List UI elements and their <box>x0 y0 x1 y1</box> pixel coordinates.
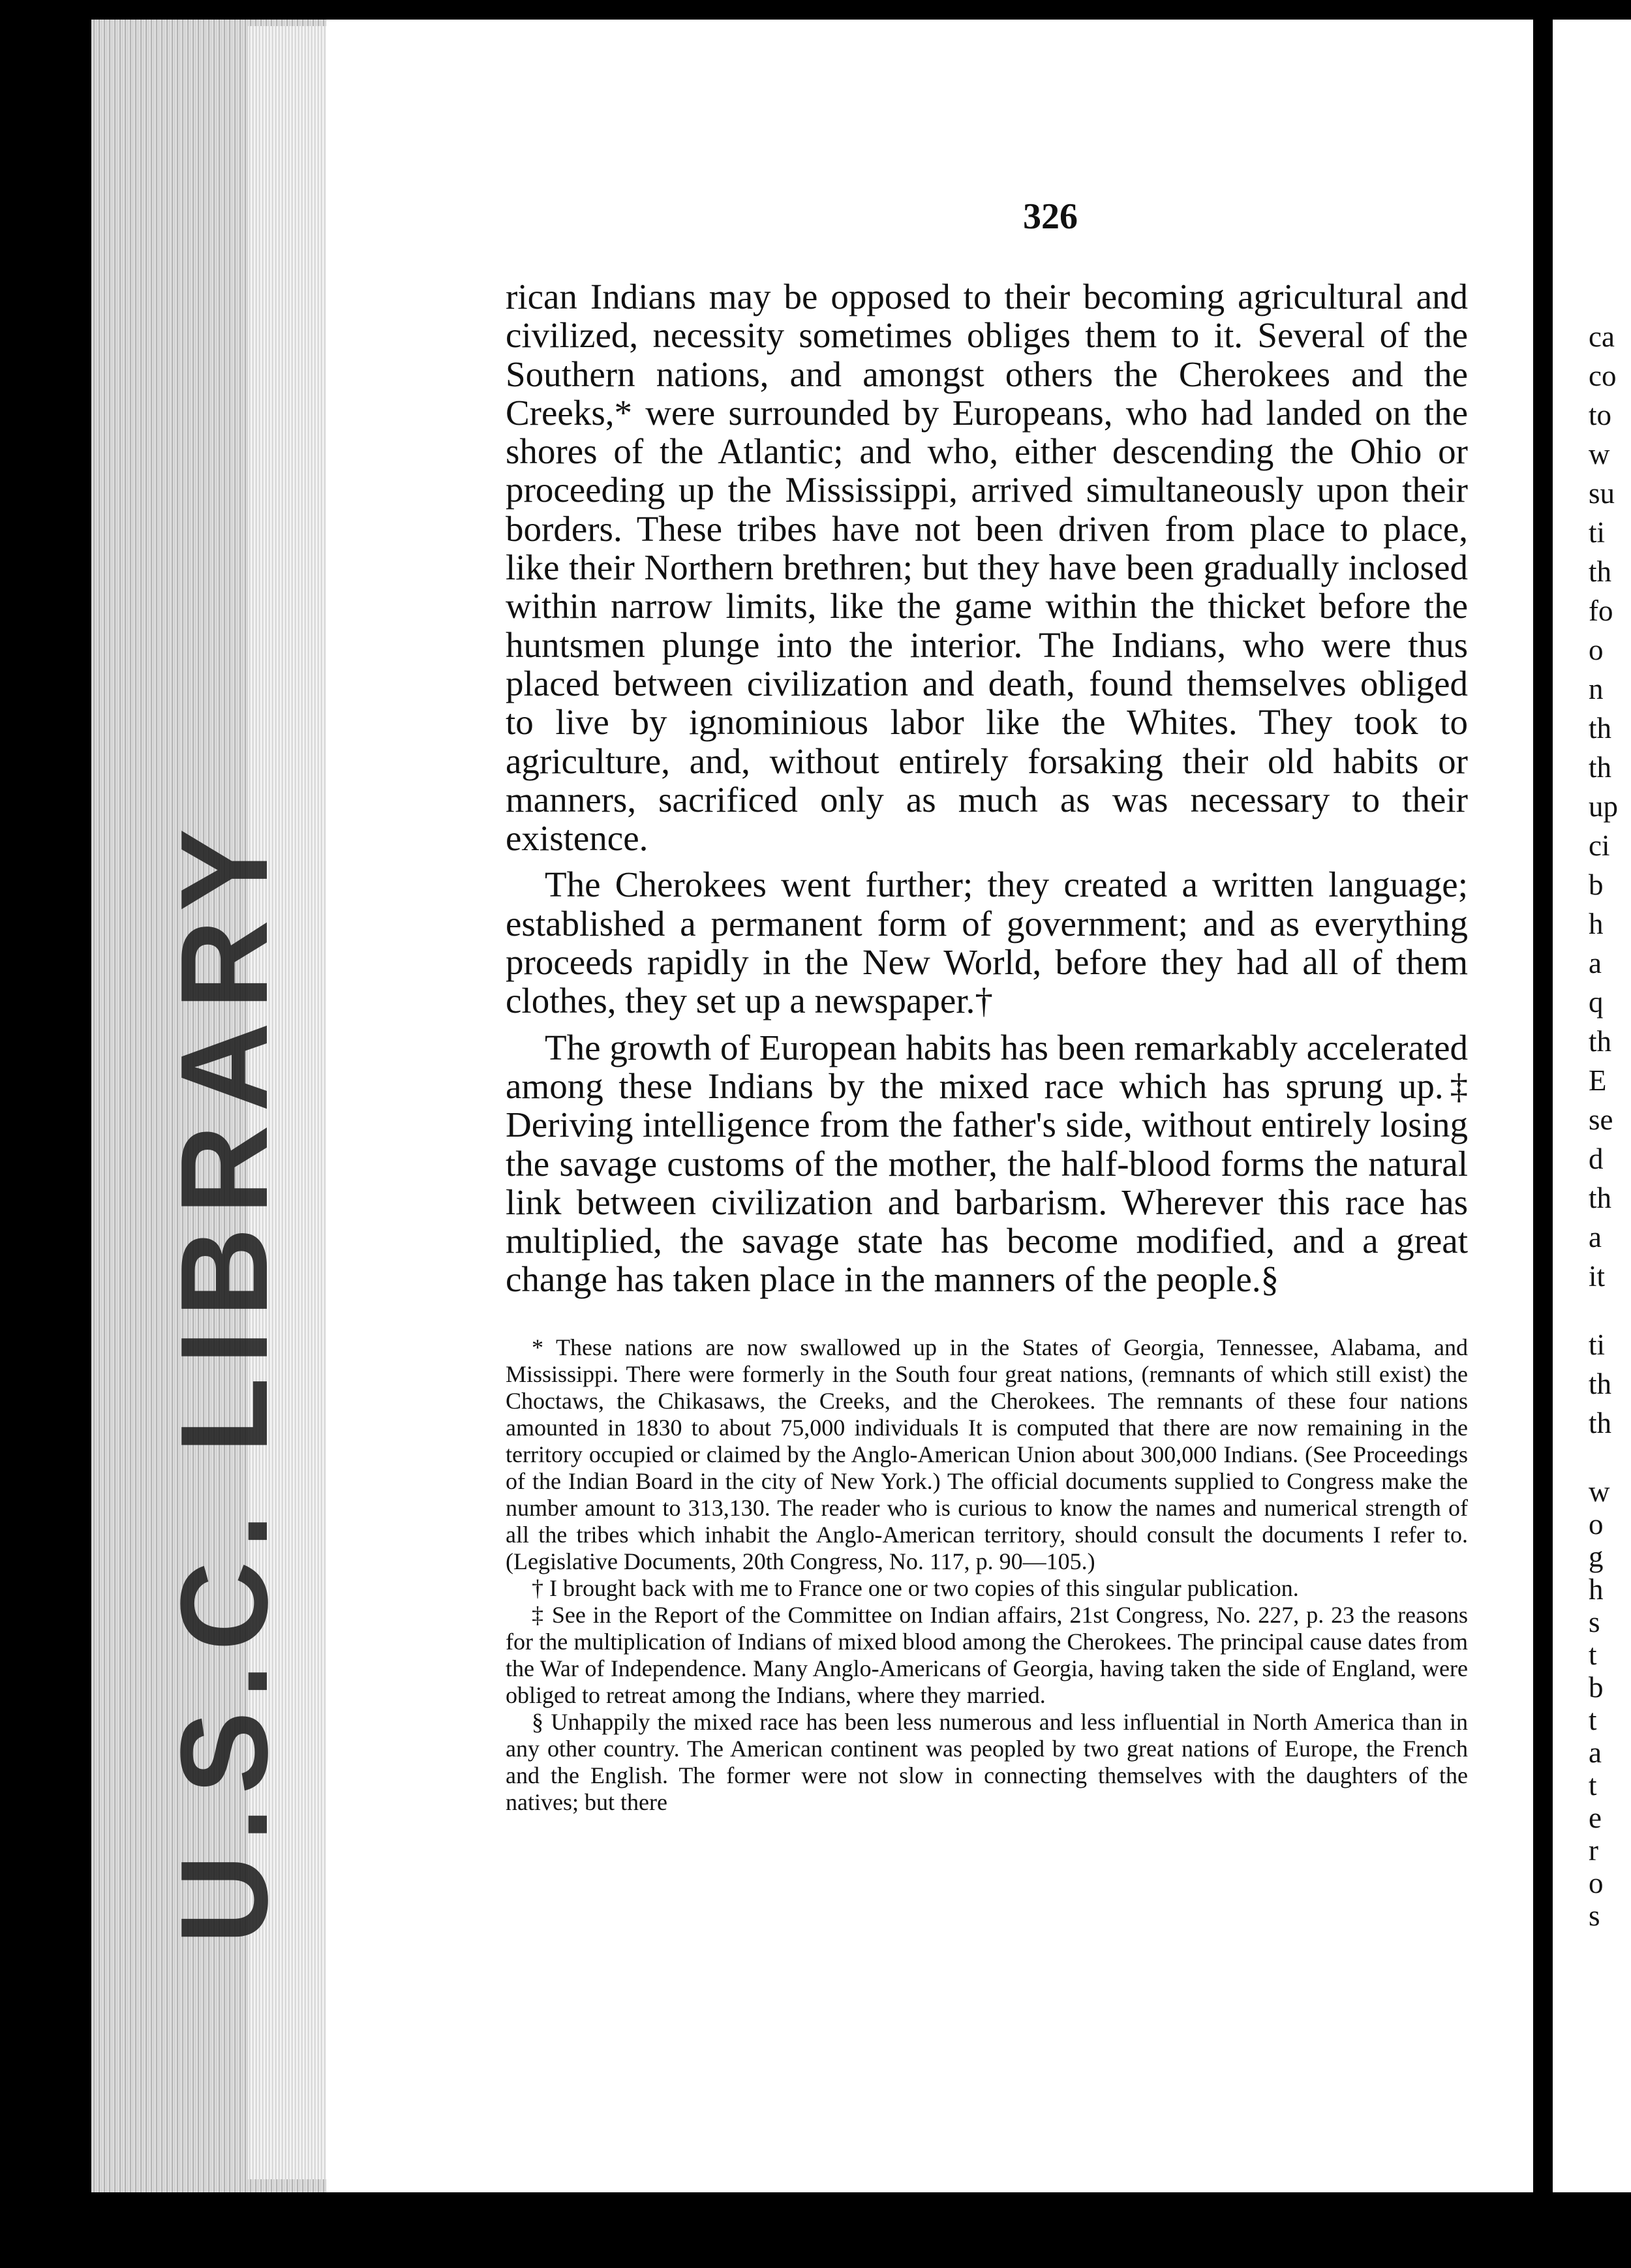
facing-page-fragment: a <box>1589 947 1602 979</box>
facing-page-fragment: h <box>1589 908 1604 940</box>
facing-page-fragment: th <box>1589 1025 1612 1058</box>
facing-page-fragment: e <box>1589 1801 1602 1834</box>
facing-page-fragment: to <box>1589 399 1612 431</box>
facing-page-fragment: t <box>1589 1704 1597 1736</box>
facing-page-fragment: th <box>1589 1407 1612 1439</box>
footnotes <box>506 1334 1468 1816</box>
footnote: † I brought back with me to France one or two copies of this singular publication. <box>532 1575 1299 1601</box>
facing-page-fragment: n <box>1589 673 1604 705</box>
footnote: § Unhappily the mixed race has been less numerous and less influential in North America than in any other country. The American continent was peopled by two great nations of Europe, the French and the English. The former were not slow in connecting themselves with the daughters of the natives; but there <box>506 1709 1468 1815</box>
facing-page-fragment: a <box>1589 1221 1602 1253</box>
facing-page-fragment: g <box>1589 1540 1604 1573</box>
facing-page-fragment: s <box>1589 1606 1600 1638</box>
facing-page-fragment: se <box>1589 1103 1613 1136</box>
facing-page-fragment: th <box>1589 751 1612 784</box>
facing-page-fragment: ci <box>1589 829 1610 862</box>
facing-page-fragment: su <box>1589 477 1615 510</box>
facing-page-fragment: r <box>1589 1834 1598 1867</box>
facing-page-fragment: ti <box>1589 516 1606 549</box>
facing-page-fragment: w <box>1589 438 1610 470</box>
facing-page-fragment: th <box>1589 712 1612 744</box>
paragraph: The Cherokees went further; they created a written language; established a permanent form of government; and as everything proceeds rapidly in the New World, before they had all of them clothes, they set up a newspaper.† <box>506 865 1468 1021</box>
facing-page-fragment: th <box>1589 1368 1612 1400</box>
facing-page-fragment: fo <box>1589 594 1613 627</box>
facing-page-fragment: it <box>1589 1260 1606 1293</box>
footnote: * These nations are now swallowed up in the States of Georgia, Tennessee, Alabama, and Mississippi. There were formerly in the South four great nations, (remnants of which still exist) the Choctaws, the Chikasaws, the Creeks, and the Cherokees. The remnants of these four nations amounted in 1830 to about 75,000 individuals It is computed that there are now remaining in the territory occupied or claimed by the Anglo-American Union about 300,000 Indians. (See Proceedings of the Indian Board in the city of New York.) The official documents supplied to Congress make the number amount to 313,130. The reader who is curious to know the names and numerical strength of all the tribes which inhabit the Anglo-American territory, should consult the documents I refer to. (Legislative Documents, 20th Congress, No. 117, p. 90—105.) <box>506 1334 1468 1574</box>
page-number: 326 <box>1023 196 1078 237</box>
facing-page-fragment: ca <box>1589 320 1615 353</box>
facing-page-fragment: up <box>1589 790 1618 823</box>
footnote: ‡ See in the Report of the Committee on Indian affairs, 21st Congress, No. 227, p. 23 the reasons for the multiplication of Indians of mixed blood among the Cherokees. The principal cause dates from the War of Independence. Many Anglo-Americans of Georgia, having taken the side of England, were obliged to retreat among the Indians, where they married. <box>506 1602 1468 1708</box>
facing-page-fragment: a <box>1589 1736 1602 1769</box>
paragraph: rican Indians may be opposed to their becoming agricultural and civilized, necessity sometimes obliges them to it. Several of the Southern nations, and amongst others the Cherokees and the Creeks,* were surrounded by Europeans, who had landed on the shores of the Atlantic; and who, either descending the Ohio or proceeding up the Mississippi, arrived simultaneously upon their borders. These tribes have not been driven from place to place, like their Northern brethren; but they have been gradually inclosed within narrow limits, like the game within the thicket before the huntsmen plunge into the interior. The Indians, who were thus placed between civilization and death, found themselves obliged to live by ignominious labor like the Whites. They took to agriculture, and, without entirely forsaking their old habits or manners, sacrificed only as much as was necessary to their existence. <box>506 277 1468 859</box>
paragraph: The growth of European habits has been remarkably accelerated among these Indians by the mixed race which has sprung up.‡ Deriving intelligence from the father's side, without entirely losing the savage customs of the mother, the half-blood forms the natural link between civilization and barbarism. Wherever this race has multiplied, the savage state has become modified, and a great change has taken place in the manners of the people.§ <box>506 1027 1468 1300</box>
facing-page-fragment: ti <box>1589 1328 1606 1361</box>
facing-page-fragment: o <box>1589 1867 1604 1899</box>
facing-page-fragment: w <box>1589 1475 1610 1508</box>
facing-page-fragment: E <box>1589 1064 1607 1097</box>
facing-page-fragment: d <box>1589 1142 1604 1175</box>
facing-page-fragment: q <box>1589 986 1604 1019</box>
facing-page-fragment: th <box>1589 1182 1612 1214</box>
facing-page-fragment: t <box>1589 1638 1597 1671</box>
facing-page-fragment: h <box>1589 1573 1604 1606</box>
facing-page-fragment: o <box>1589 634 1604 666</box>
body-text <box>506 277 1468 1307</box>
book-page <box>326 20 1533 2192</box>
facing-page-fragment: t <box>1589 1769 1597 1801</box>
facing-page-fragment: o <box>1589 1508 1604 1540</box>
facing-page-fragment: s <box>1589 1899 1600 1932</box>
facing-page-fragment: b <box>1589 868 1604 901</box>
facing-page-fragment: th <box>1589 555 1612 588</box>
facing-page-fragment: co <box>1589 360 1617 392</box>
library-stamp: U.S.C. LIBRARY <box>155 816 294 1944</box>
facing-page-fragment: b <box>1589 1671 1604 1704</box>
